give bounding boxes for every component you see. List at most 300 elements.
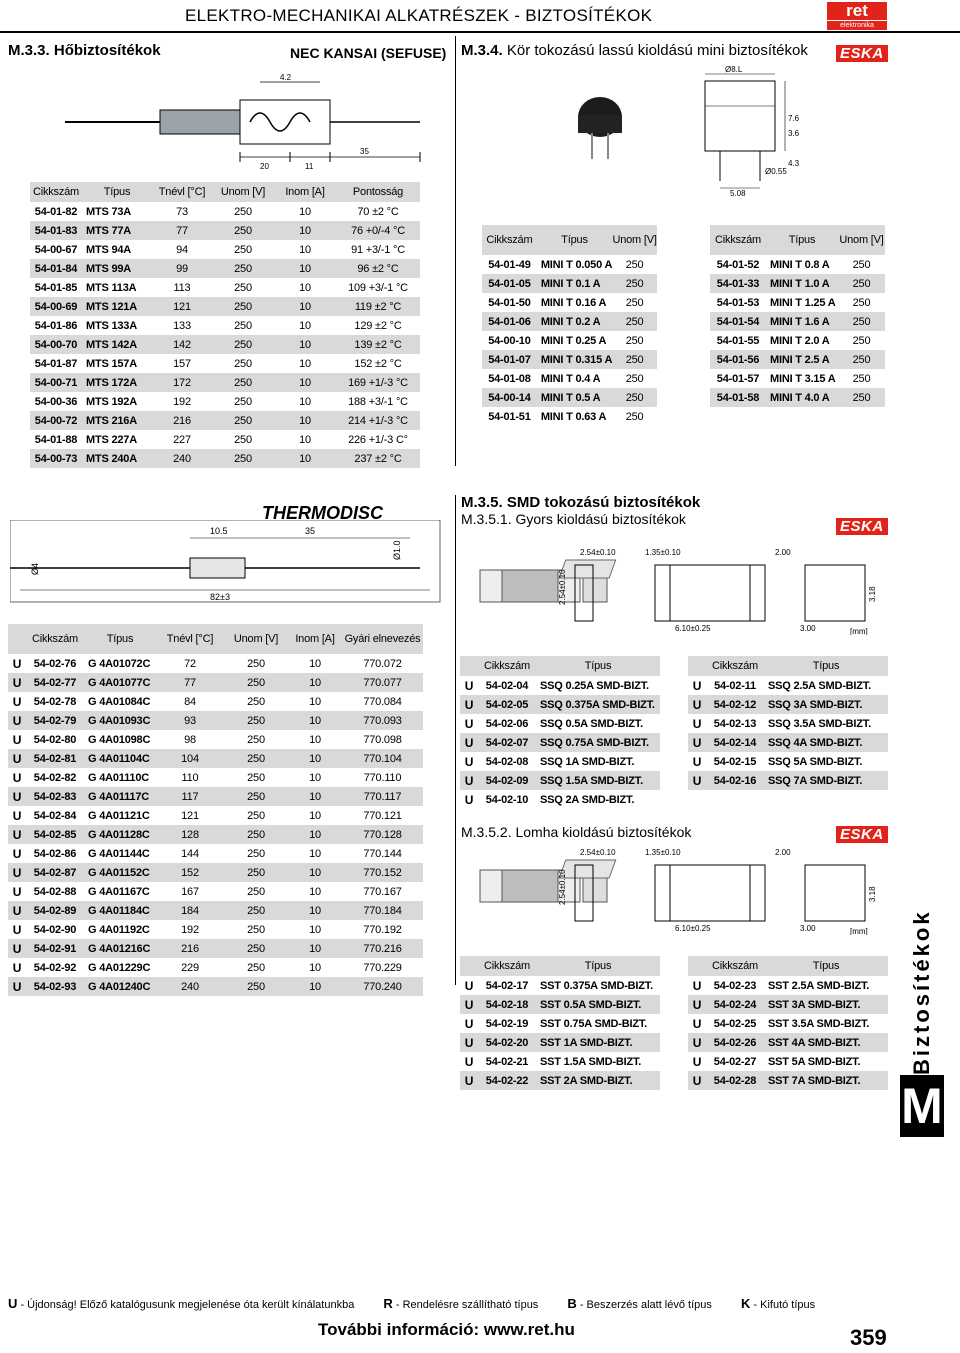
dim-254: 2.54±0.10 — [580, 848, 616, 857]
tipus-cell: MINI T 3.15 A — [770, 372, 836, 385]
sec5-title: Lomha kioldású biztosítékok — [515, 824, 692, 840]
inom-cell: 10 — [288, 863, 342, 882]
cikkszam-cell: 54-02-85 — [26, 825, 84, 844]
col-gyari: Gyári elnevezés — [342, 624, 423, 654]
gyari-cell: 770.229 — [363, 961, 402, 974]
gyari-cell: 770.152 — [342, 863, 423, 882]
table-row — [30, 392, 420, 411]
tipus-cell: MINI T 0.315 A — [537, 350, 612, 369]
cikkszam-cell: 54-01-55 — [716, 334, 760, 347]
cikkszam-cell: 54-02-11 — [714, 679, 756, 692]
cikkszam-cell: 54-01-82 — [34, 205, 78, 218]
tipus-cell: MINI T 0.1 A — [537, 274, 612, 293]
table-row — [8, 673, 423, 692]
cikkszam-cell: 54-02-19 — [485, 1017, 529, 1030]
table-row — [482, 350, 657, 369]
tnevl-cell: 240 — [156, 977, 224, 996]
side-word: Biztosítékok — [909, 909, 934, 1075]
table-row — [688, 733, 888, 752]
unom-cell: 250 — [234, 281, 252, 294]
table-row — [710, 274, 885, 293]
cikkszam-cell: 54-02-15 — [713, 755, 757, 768]
tipus-cell: SSQ 0.25A SMD-BIZT. — [540, 679, 649, 692]
table-row — [460, 1052, 660, 1071]
tipus-cell: SSQ 3A SMD-BIZT. — [764, 695, 888, 714]
unom-cell: 250 — [247, 771, 265, 784]
col-tnevl: Tnévl [°C] — [152, 182, 212, 202]
new-badge: U — [8, 901, 26, 920]
table-row — [688, 1052, 888, 1071]
cikkszam-cell: 54-00-72 — [30, 411, 82, 430]
unom-cell: 250 — [625, 258, 644, 271]
cikkszam-cell: 54-01-85 — [34, 281, 78, 294]
cikkszam-cell: 54-01-84 — [30, 259, 82, 278]
cikkszam-cell: 54-01-54 — [710, 312, 766, 331]
dim-4-2: 4.2 — [280, 73, 292, 82]
tipus-cell: G 4A01110C — [88, 771, 149, 784]
table-row — [30, 259, 420, 278]
tipus-cell: G 4A01167C — [88, 885, 150, 898]
unom-cell: 250 — [247, 657, 265, 670]
dim-d4: Ø4 — [30, 562, 40, 575]
tipus-cell: SST 1A SMD-BIZT. — [536, 1033, 660, 1052]
table-row — [30, 335, 420, 354]
sec4-code: M.3.5. — [461, 494, 503, 511]
table-row — [8, 844, 423, 863]
new-badge: U — [12, 960, 22, 975]
unom-cell: 250 — [247, 809, 265, 822]
tnevl-cell: 157 — [173, 357, 191, 370]
header-rule — [0, 31, 960, 33]
inom-cell: 10 — [309, 657, 321, 670]
sec2-brand-logo — [836, 45, 888, 63]
inom-cell: 10 — [309, 961, 321, 974]
inom-cell: 10 — [274, 449, 336, 468]
cikkszam-cell: 54-02-17 — [485, 979, 529, 992]
col-tipus: Típus — [537, 225, 612, 255]
tnevl-cell: 133 — [173, 319, 191, 332]
table-row — [710, 312, 885, 331]
cikkszam-cell: 54-02-18 — [478, 995, 536, 1014]
new-badge: U — [8, 977, 26, 996]
table-row — [30, 278, 420, 297]
table-row — [710, 331, 885, 350]
cikkszam-cell: 54-02-83 — [26, 787, 84, 806]
tipus-cell: MINI T 0.16 A — [540, 296, 607, 309]
smd-fast-table-right — [688, 656, 888, 790]
thermodisc-table — [8, 624, 423, 996]
tipus-cell: SSQ 7A SMD-BIZT. — [764, 771, 888, 790]
inom-cell: 10 — [309, 885, 321, 898]
sec5-code: M.3.5.2. — [461, 824, 512, 840]
tipus-cell: MTS 73A — [86, 205, 132, 218]
tipus-cell: MINI T 1.6 A — [766, 312, 838, 331]
tipus-cell: MINI T 1.0 A — [766, 274, 838, 293]
table-row — [460, 995, 660, 1014]
gyari-cell: 770.077 — [342, 673, 423, 692]
cikkszam-cell: 54-00-14 — [482, 388, 537, 407]
cikkszam-cell: 54-02-09 — [478, 771, 536, 790]
sec1-brand: NEC KANSAI (SEFUSE) — [290, 45, 447, 61]
sec1-code: M.3.3. — [8, 42, 50, 59]
sec1-title: Hőbiztosítékok — [53, 42, 161, 59]
pontossag-cell: 237 ±2 °C — [336, 449, 420, 468]
unom-cell: 250 — [212, 411, 274, 430]
dim-mm: [mm] — [850, 627, 868, 635]
pontossag-cell: 70 ±2 °C — [357, 205, 399, 218]
cikkszam-cell: 54-00-10 — [488, 334, 531, 347]
tnevl-cell: 113 — [173, 281, 191, 294]
cikkszam-cell: 54-02-88 — [33, 885, 77, 898]
table-row — [460, 714, 660, 733]
table-row — [460, 695, 660, 714]
pontossag-cell: 96 ±2 °C — [336, 259, 420, 278]
inom-cell: 10 — [299, 433, 311, 446]
dim-36: 3.6 — [788, 129, 800, 138]
tipus-cell: G 4A01229C — [88, 961, 151, 974]
gyari-cell: 770.093 — [342, 711, 423, 730]
cikkszam-cell: 54-01-88 — [34, 433, 78, 446]
unom-cell: 250 — [224, 711, 288, 730]
unom-cell: 250 — [224, 977, 288, 996]
inom-cell: 10 — [288, 711, 342, 730]
cikkszam-cell: 54-01-06 — [482, 312, 537, 331]
new-badge: U — [688, 695, 706, 714]
unom-cell: 250 — [852, 372, 871, 385]
tipus-cell: G 4A01093C — [84, 711, 156, 730]
new-badge: U — [460, 995, 478, 1014]
tipus-cell: G 4A01121C — [88, 809, 150, 822]
more-info-link[interactable]: További információ: www.ret.hu — [318, 1320, 575, 1339]
cikkszam-cell: 54-01-33 — [710, 274, 766, 293]
tnevl-cell: 104 — [156, 749, 224, 768]
cikkszam-cell: 54-02-14 — [706, 733, 764, 752]
col-tipus: Típus — [536, 656, 660, 676]
cikkszam-cell: 54-01-08 — [488, 372, 531, 385]
new-badge: U — [464, 754, 474, 769]
table-header-row — [710, 225, 885, 255]
tipus-cell: G 4A01104C — [84, 749, 156, 768]
tipus-cell: MTS 172A — [82, 373, 152, 392]
inom-cell: 10 — [299, 395, 311, 408]
sec2-title: Kör tokozású lassú kioldású mini biztosítékok — [506, 42, 808, 59]
pontossag-cell: 169 +1/-3 °C — [336, 373, 420, 392]
sec4-heading — [461, 494, 700, 527]
dim-254v: 2.54±0.10 — [558, 869, 567, 905]
cikkszam-cell: 54-02-77 — [26, 673, 84, 692]
table-row — [710, 293, 885, 312]
cikkszam-cell: 54-02-25 — [713, 1017, 757, 1030]
tipus-cell: MINI T 0.25 A — [540, 334, 607, 347]
cikkszam-cell: 54-02-13 — [713, 717, 757, 730]
tnevl-cell: 240 — [152, 449, 212, 468]
cikkszam-cell: 54-02-91 — [26, 939, 84, 958]
legend-item-k: K - Kifutó típus — [740, 1296, 816, 1311]
new-badge: U — [692, 754, 702, 769]
table-row — [8, 654, 423, 673]
tipus-cell: MINI T 0.63 A — [540, 410, 607, 423]
tipus-cell: SSQ 1A SMD-BIZT. — [540, 755, 635, 768]
col-inom: Inom [A] — [274, 182, 336, 202]
unom-cell: 250 — [612, 312, 657, 331]
tnevl-cell: 110 — [181, 771, 199, 784]
cikkszam-cell: 54-01-56 — [710, 350, 766, 369]
inom-cell: 10 — [288, 977, 342, 996]
table-row — [688, 1071, 888, 1090]
pontossag-cell: 188 +3/-1 °C — [348, 395, 408, 408]
inom-cell: 10 — [288, 749, 342, 768]
cikkszam-cell: 54-00-69 — [30, 297, 82, 316]
tipus-cell: G 4A01144C — [88, 847, 150, 860]
table-row — [30, 316, 420, 335]
pontossag-cell: 214 +1/-3 °C — [336, 411, 420, 430]
inom-cell: 10 — [274, 297, 336, 316]
cikkszam-cell: 54-01-57 — [716, 372, 760, 385]
tnevl-cell: 216 — [156, 939, 224, 958]
tipus-cell: MTS 216A — [82, 411, 152, 430]
table-row — [688, 676, 888, 695]
table-header-row — [460, 656, 660, 676]
table-row — [460, 790, 660, 809]
table-row — [30, 430, 420, 449]
col-unom: Unom [V] — [612, 225, 657, 255]
dim-254v: 2.54±0.10 — [558, 569, 567, 605]
new-badge: U — [8, 749, 26, 768]
table-row — [8, 787, 423, 806]
unom-cell: 250 — [224, 825, 288, 844]
tipus-cell: MINI T 0.050 A — [540, 258, 613, 271]
unom-cell: 250 — [224, 673, 288, 692]
new-badge: U — [692, 1054, 702, 1069]
dim-105: 10.5 — [210, 526, 228, 536]
new-badge: U — [692, 678, 702, 693]
tipus-cell: MTS 240A — [82, 449, 152, 468]
cikkszam-cell: 54-02-90 — [33, 923, 77, 936]
tipus-cell: SST 0.375A SMD-BIZT. — [540, 979, 653, 992]
new-badge: U — [8, 863, 26, 882]
unom-cell: 250 — [224, 749, 288, 768]
tnevl-cell: 94 — [176, 243, 188, 256]
tipus-cell: SSQ 2A SMD-BIZT. — [540, 793, 635, 806]
tipus-cell: G 4A01240C — [84, 977, 156, 996]
cikkszam-cell: 54-02-28 — [706, 1071, 764, 1090]
new-badge: U — [12, 694, 22, 709]
pontossag-cell: 119 ±2 °C — [336, 297, 420, 316]
tipus-cell: G 4A01077C — [84, 673, 156, 692]
tnevl-cell: 84 — [184, 695, 196, 708]
new-badge: U — [692, 1016, 702, 1031]
mini-fuse-photo — [560, 85, 640, 165]
new-badge: U — [12, 656, 22, 671]
sec5-heading — [461, 824, 691, 840]
gyari-cell: 770.098 — [363, 733, 402, 746]
unom-cell: 250 — [224, 939, 288, 958]
tnevl-cell: 142 — [152, 335, 212, 354]
thermodisc-drawing — [10, 520, 450, 620]
col-tipus: Típus — [82, 182, 152, 202]
tnevl-cell: 121 — [181, 809, 199, 822]
dim-055: Ø0.55 — [765, 167, 787, 176]
table-row — [8, 806, 423, 825]
table-row — [8, 939, 423, 958]
mini-fuse-table-left — [482, 225, 657, 426]
inom-cell: 10 — [288, 901, 342, 920]
tnevl-cell: 99 — [152, 259, 212, 278]
cikkszam-cell: 54-00-71 — [30, 373, 82, 392]
table-row — [8, 692, 423, 711]
smd-fuse-drawing-slow — [465, 840, 885, 935]
unom-cell: 250 — [234, 395, 252, 408]
table-row — [710, 255, 885, 274]
sec1-heading — [8, 42, 161, 59]
new-badge: U — [464, 716, 474, 731]
table-row — [30, 240, 420, 259]
unom-cell: 250 — [224, 863, 288, 882]
cikkszam-cell: 54-01-05 — [482, 274, 537, 293]
table-row — [482, 407, 657, 426]
dim-300: 3.00 — [800, 624, 816, 633]
thermodisc-logo: THERMODISC — [262, 503, 383, 523]
dim-200: 2.00 — [775, 848, 791, 857]
table-row — [460, 733, 660, 752]
cikkszam-cell: 54-01-83 — [30, 221, 82, 240]
new-badge: U — [688, 1033, 706, 1052]
tipus-cell: SSQ 3.5A SMD-BIZT. — [768, 717, 871, 730]
table-row — [482, 274, 657, 293]
cikkszam-cell: 54-02-78 — [33, 695, 77, 708]
gyari-cell: 770.117 — [342, 787, 423, 806]
column-divider-lower — [455, 495, 456, 985]
table-row — [460, 1033, 660, 1052]
table-row — [482, 331, 657, 350]
unom-cell: 250 — [224, 787, 288, 806]
col-cikkszam: Cikkszám — [482, 225, 537, 255]
inom-cell: 10 — [288, 939, 342, 958]
inom-cell: 10 — [309, 847, 321, 860]
dim-610: 6.10±0.25 — [675, 624, 711, 633]
new-badge: U — [460, 695, 478, 714]
tipus-cell: SSQ 0.75A SMD-BIZT. — [536, 733, 660, 752]
dim-610: 6.10±0.25 — [675, 924, 711, 933]
table-row — [460, 976, 660, 995]
inom-cell: 10 — [299, 319, 311, 332]
inom-cell: 10 — [309, 771, 321, 784]
pontossag-cell: 226 +1/-3 C° — [348, 433, 408, 446]
unom-cell: 250 — [247, 885, 265, 898]
mini-fuse-table-right — [710, 225, 885, 407]
table-header-row — [688, 956, 888, 976]
unom-cell: 250 — [234, 319, 252, 332]
unom-cell: 250 — [212, 259, 274, 278]
unom-cell: 250 — [247, 733, 265, 746]
new-badge: U — [464, 1016, 474, 1031]
unom-cell: 250 — [247, 961, 265, 974]
unom-cell: 250 — [838, 274, 885, 293]
tipus-cell: MINI T 0.8 A — [770, 258, 830, 271]
cikkszam-cell: 54-01-49 — [488, 258, 531, 271]
tipus-cell: MTS 157A — [86, 357, 137, 370]
ret-logo — [827, 2, 887, 30]
cikkszam-cell: 54-01-51 — [488, 410, 531, 423]
sec4-brand-logo — [836, 518, 888, 536]
cikkszam-cell: 54-01-58 — [710, 388, 766, 407]
new-badge: U — [12, 808, 22, 823]
inom-cell: 10 — [274, 221, 336, 240]
col-cikkszam: Cikkszám — [26, 624, 84, 654]
table-row — [8, 711, 423, 730]
tipus-cell: SSQ 0.5A SMD-BIZT. — [540, 717, 643, 730]
table-row — [30, 297, 420, 316]
new-badge: U — [464, 792, 474, 807]
new-badge: U — [464, 978, 474, 993]
tipus-cell: G 4A01184C — [84, 901, 156, 920]
tnevl-cell: 192 — [181, 923, 199, 936]
smd-slow-table-right — [688, 956, 888, 1090]
cikkszam-cell: 54-02-92 — [33, 961, 77, 974]
tipus-cell: SST 5A SMD-BIZT. — [768, 1055, 861, 1068]
pontossag-cell: 109 +3/-1 °C — [348, 281, 408, 294]
col-cikkszam: Cikkszám — [706, 656, 764, 676]
new-badge: U — [460, 771, 478, 790]
gyari-cell: 770.084 — [363, 695, 402, 708]
cikkszam-cell: 54-02-21 — [485, 1055, 529, 1068]
table-row — [482, 255, 657, 274]
inom-cell: 10 — [299, 357, 311, 370]
dim-82: 82±3 — [210, 592, 230, 602]
dim-11: 11 — [305, 162, 314, 171]
cikkszam-cell: 54-02-24 — [706, 995, 764, 1014]
unom-cell: 250 — [625, 296, 644, 309]
dim-135: 1.35±0.10 — [645, 848, 681, 857]
pontossag-cell: 129 ±2 °C — [354, 319, 402, 332]
mini-fuse-dimension-drawing — [695, 66, 805, 196]
gyari-cell: 770.104 — [342, 749, 423, 768]
tipus-cell: MTS 227A — [86, 433, 137, 446]
new-badge: U — [692, 716, 702, 731]
new-badge: U — [8, 787, 26, 806]
unom-cell: 250 — [212, 297, 274, 316]
gyari-cell: 770.110 — [363, 771, 402, 784]
logo-word: ret — [827, 2, 887, 20]
tnevl-cell: 229 — [181, 961, 199, 974]
eska-logo: ESKA — [836, 826, 888, 843]
new-badge: U — [460, 1071, 478, 1090]
cikkszam-cell: 54-00-73 — [30, 449, 82, 468]
unom-cell: 250 — [838, 312, 885, 331]
gyari-cell: 770.216 — [342, 939, 423, 958]
table-row — [30, 373, 420, 392]
tipus-cell: SSQ 4A SMD-BIZT. — [764, 733, 888, 752]
dim-d8: Ø8.L — [725, 66, 743, 74]
pontossag-cell: 152 ±2 °C — [354, 357, 402, 370]
tnevl-cell: 192 — [173, 395, 191, 408]
table-row — [688, 976, 888, 995]
table-row — [688, 1033, 888, 1052]
page-header-title: ELEKTRO-MECHANIKAI ALKATRÉSZEK - BIZTOSÍTÉKOK — [185, 6, 653, 25]
new-badge: U — [460, 733, 478, 752]
new-badge: U — [8, 825, 26, 844]
cikkszam-cell: 54-02-07 — [478, 733, 536, 752]
cikkszam-cell: 54-02-10 — [485, 793, 529, 806]
unom-cell: 250 — [612, 388, 657, 407]
sec4-title: SMD tokozású biztosítékok — [506, 494, 701, 511]
unom-cell: 250 — [234, 205, 252, 218]
inom-cell: 10 — [309, 695, 321, 708]
unom-cell: 250 — [612, 350, 657, 369]
unom-cell: 250 — [612, 274, 657, 293]
inom-cell: 10 — [274, 373, 336, 392]
inom-cell: 10 — [288, 673, 342, 692]
